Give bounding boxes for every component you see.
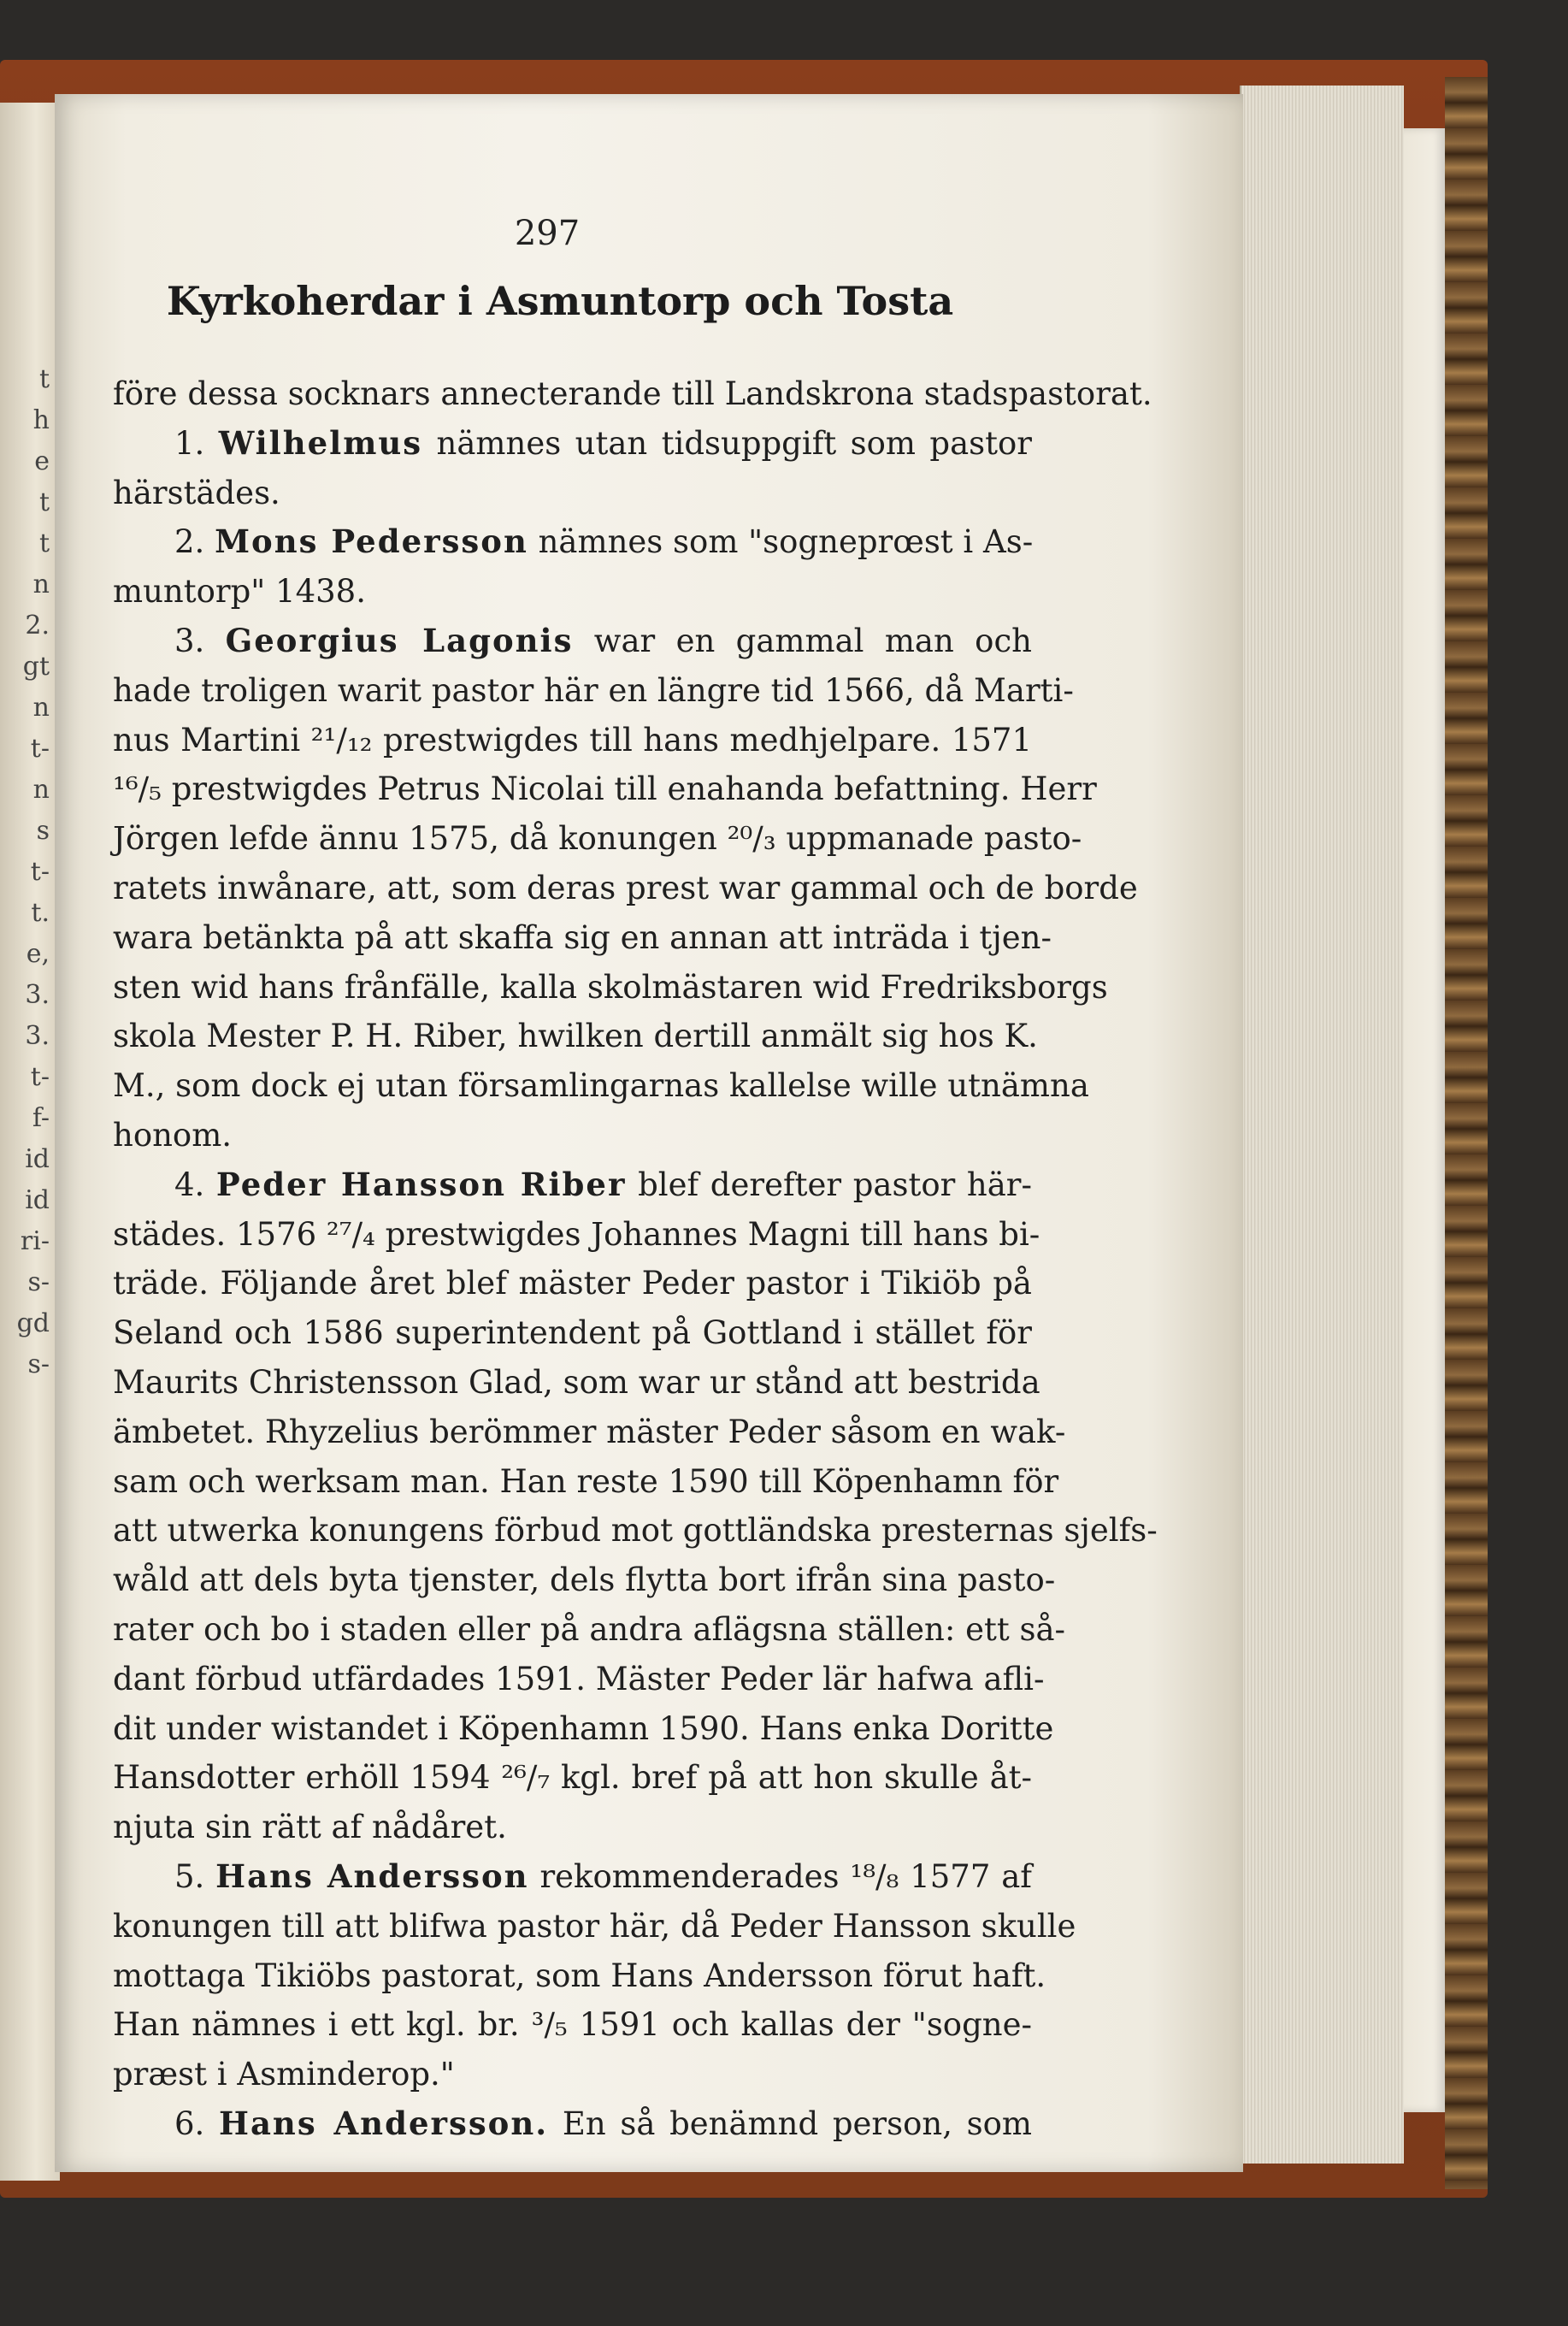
- text-line: mottaga Tikiöbs pastorat, som Hans Andersson förut haft.: [113, 1957, 1046, 1994]
- entry-number: 2.: [174, 523, 215, 561]
- text-line: njuta sin rätt af nådåret.: [113, 1809, 507, 1846]
- text-line: muntorp" 1438.: [113, 573, 366, 611]
- facing-page-fragment: s: [36, 816, 50, 846]
- facing-page-fragment: t: [38, 487, 50, 517]
- facing-page-fragment: ri-: [20, 1226, 50, 1256]
- facing-page-fragment: n: [32, 775, 50, 805]
- text-line: hade troligen warit pastor här en längre tid 1566, då Marti-: [113, 671, 1074, 709]
- facing-page-fragments: [7, 359, 50, 1385]
- text-line: M., som dock ej utan församlingarnas kallelse wille utnämna: [113, 1067, 1089, 1105]
- text-line: wåld att dels byta tjenster, dels flytta bort ifrån sina pasto-: [113, 1561, 1056, 1599]
- facing-page-fragment: t-: [30, 734, 50, 764]
- entry-text: war en gammal man och: [573, 622, 1032, 659]
- text-line: Hansdotter erhöll 1594 ²⁶/₇ kgl. bref på att hon skulle åt-: [113, 1759, 1032, 1797]
- entry-text: nämnes utan tidsuppgift som pastor: [422, 424, 1032, 462]
- text-line: honom.: [113, 1116, 233, 1154]
- entry-text: rekommenderades ¹⁸/₈ 1577 af: [528, 1857, 1032, 1895]
- book-spine: [1445, 77, 1488, 2189]
- facing-page-fragment: s-: [27, 1267, 50, 1297]
- section-heading: Kyrkoherdar i Asmuntorp och Tosta: [166, 278, 954, 324]
- entry-text: nämnes som "sogneprœst i As-: [528, 523, 1034, 561]
- facing-page-fragment: id: [25, 1185, 50, 1215]
- text-line: præst i Asminderop.": [113, 2056, 455, 2093]
- facing-page-fragment: n: [32, 570, 50, 599]
- text-line: [113, 2099, 1032, 2149]
- facing-page-fragment: t: [38, 364, 50, 394]
- facing-page-fragment: gt: [22, 652, 50, 682]
- text-line: nus Martini ²¹/₁₂ prestwigdes till hans medhjelpare. 1571: [113, 721, 1032, 759]
- facing-page-fragment: 2.: [25, 611, 50, 641]
- facing-page-fragment: gd: [16, 1308, 50, 1338]
- text-line: [113, 517, 1032, 567]
- facing-page-fragment: f-: [32, 1103, 50, 1133]
- page-number: 297: [514, 214, 581, 253]
- facing-page-fragment: 3.: [25, 1021, 50, 1051]
- text-line: rater och bo i staden eller på andra aflägsna ställen: ett så-: [113, 1610, 1066, 1648]
- text-line: städes. 1576 ²⁷/₄ prestwigdes Johannes Magni till hans bi-: [113, 1215, 1040, 1253]
- text-line: [113, 617, 1032, 666]
- text-line: Maurits Christensson Glad, som war ur stånd att bestrida: [113, 1363, 1040, 1401]
- entry-text: En så benämnd person, som: [548, 2105, 1033, 2142]
- text-line: Jörgen lefde ännu 1575, då konungen ²⁰/₃ uppmanade pasto-: [113, 820, 1082, 858]
- page-block-edge: [1240, 86, 1404, 2164]
- entry-number: 4.: [174, 1166, 216, 1203]
- body-text: [113, 369, 1158, 2149]
- text-line: att utwerka konungens förbud mot gottländska presternas sjelfs-: [113, 1512, 1158, 1550]
- text-line: [113, 1852, 1032, 1902]
- text-line: konungen till att blifwa pastor här, då Peder Hansson skulle: [113, 1907, 1076, 1945]
- text-line: Seland och 1586 superintendent på Gottland i stället för: [113, 1314, 1032, 1352]
- text-line: ratets inwånare, att, som deras prest war gammal och de borde: [113, 869, 1138, 906]
- facing-page-fragment: n: [32, 693, 50, 723]
- facing-page-fragment: id: [25, 1144, 50, 1174]
- facing-page-fragment: t.: [31, 898, 50, 928]
- facing-page-fragment: h: [32, 405, 50, 435]
- text-line: ämbetet. Rhyzelius berömmer mäster Peder såsom en wak-: [113, 1413, 1066, 1450]
- facing-page-fragment: 3.: [25, 980, 50, 1010]
- pastor-name: Wilhelmus: [218, 423, 423, 462]
- entry-text: blef derefter pastor här-: [626, 1166, 1032, 1203]
- facing-page-edge: [0, 103, 60, 2181]
- text-line: Han nämnes i ett kgl. br. ³/₅ 1591 och kallas der "sogne-: [113, 2006, 1032, 2044]
- pastor-name: Hans Andersson.: [219, 2104, 549, 2142]
- pastor-name: Georgius Lagonis: [225, 621, 574, 659]
- facing-page-fragment: e,: [26, 939, 50, 969]
- text-line: träde. Följande året blef mäster Peder pastor i Tikiöb på: [113, 1265, 1032, 1302]
- text-line: sten wid hans frånfälle, kalla skolmästaren wid Fredriksborgs: [113, 968, 1108, 1006]
- facing-page-fragment: t-: [30, 1062, 50, 1092]
- text-line: före dessa socknars annecterande till Landskrona stadspastorat.: [113, 375, 1152, 412]
- facing-page-fragment: t: [38, 528, 50, 558]
- text-line: [113, 1160, 1032, 1210]
- text-line: dant förbud utfärdades 1591. Mäster Peder lär hafwa afli-: [113, 1660, 1045, 1697]
- text-line: sam och werksam man. Han reste 1590 till Köpenhamn för: [113, 1462, 1059, 1500]
- facing-page-fragment: e: [34, 446, 50, 476]
- pastor-name: Peder Hansson Riber: [215, 1165, 627, 1203]
- text-line: ¹⁶/₅ prestwigdes Petrus Nicolai till enahanda befattning. Herr: [113, 770, 1097, 808]
- pastor-name: Hans Andersson: [215, 1857, 529, 1895]
- entry-number: 5.: [174, 1857, 216, 1895]
- entry-number: 6.: [174, 2105, 219, 2142]
- text-line: dit under wistandet i Köpenhamn 1590. Hans enka Doritte: [113, 1709, 1054, 1747]
- text-line: wara betänkta på att skaffa sig en annan att inträda i tjen-: [113, 918, 1052, 956]
- text-line: skola Mester P. H. Riber, hwilken dertill anmält sig hos K.: [113, 1018, 1038, 1055]
- pastor-name: Mons Pedersson: [215, 522, 528, 561]
- facing-page-fragment: t-: [30, 857, 50, 887]
- entry-number: 1.: [174, 424, 219, 462]
- text-line: [113, 419, 1032, 469]
- entry-number: 3.: [174, 622, 226, 659]
- facing-page-fragment: s-: [27, 1349, 50, 1379]
- text-line: härstädes.: [113, 474, 280, 511]
